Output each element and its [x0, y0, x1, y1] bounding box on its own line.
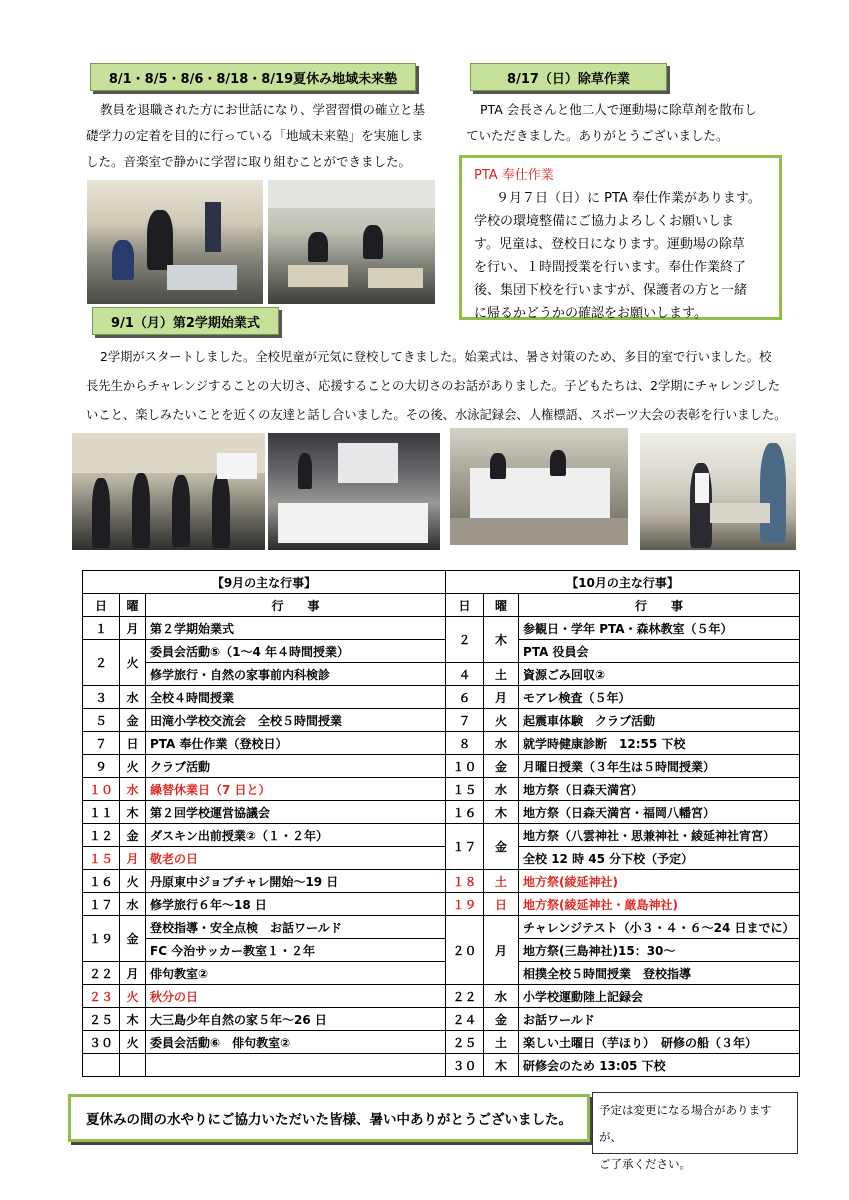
oct-event-13-0: お話ワールド [519, 1008, 800, 1031]
oct-weekday-13: 金 [484, 1008, 519, 1031]
sep-day-6: １０ [83, 778, 120, 801]
sep-day-2: ３ [83, 686, 120, 709]
oct-event-7-0: 地方祭（日森天満宮・福岡八幡宮） [519, 801, 800, 824]
sep-event-7-0: 第２回学校運営協議会 [146, 801, 446, 824]
sep-event-15-0: 大三島少年自然の家５年～26 日 [146, 1008, 446, 1031]
sep-weekday-5: 火 [120, 755, 146, 778]
sep-day-11: １７ [83, 893, 120, 916]
sep-day-4: ７ [83, 732, 120, 755]
oct-weekday-5: 金 [484, 755, 519, 778]
oct-event-14-0: 楽しい土曜日（芋ほり） 研修の船（３年） [519, 1031, 800, 1054]
sep-event-12-0: 登校指導・安全点検 お話ワールド [146, 916, 446, 939]
oct-weekday-11: 月 [484, 916, 519, 985]
oct-day-5: １０ [446, 755, 484, 778]
pta-line-2: 学校の環境整備にご協力よろしくお願いしま [474, 214, 735, 229]
sep-event-11-0: 修学旅行６年～18 日 [146, 893, 446, 916]
sep-weekday-3: 金 [120, 709, 146, 732]
oct-event-8-0: 地方祭（八雲神社・思兼神社・綾延神社宵宮） [519, 824, 800, 847]
oct-day-3: ７ [446, 709, 484, 732]
oct-day-6: １５ [446, 778, 484, 801]
thanks-banner: 夏休みの間の水やりにご協力いただいた皆様、暑い中ありがとうございました。 [68, 1094, 590, 1142]
sep-event-3-0: 田滝小学校交流会 全校５時間授業 [146, 709, 446, 732]
weeding-text: PTA 会長さんと他二人で運動場に除草剤を散布し ていただきました。ありがとうございました。 [466, 102, 757, 143]
sep-day-13: ２２ [83, 962, 120, 985]
oct-event-2-0: モアレ検査（５年） [519, 686, 800, 709]
oct-event-0-0: 参観日・学年 PTA・森林教室（５年） [519, 617, 800, 640]
pta-notice-box [459, 155, 782, 320]
schedule-table [82, 570, 800, 1077]
oct-weekday-15: 木 [484, 1054, 519, 1077]
sep-event-0-0: 第２学期始業式 [146, 617, 446, 640]
sep-col-event: 行 事 [146, 594, 446, 617]
oct-day-8: １７ [446, 824, 484, 870]
oct-event-9-0: 地方祭(綾延神社) [519, 870, 800, 893]
sep-day-15: ２５ [83, 1008, 120, 1031]
ceremony-photo-4 [640, 433, 796, 550]
oct-day-11: ２０ [446, 916, 484, 985]
oct-weekday-0: 木 [484, 617, 519, 663]
sep-event-1-1: 修学旅行・自然の家事前内科検診 [146, 663, 446, 686]
oct-event-12-0: 小学校運動陸上記録会 [519, 985, 800, 1008]
oct-day-1: ４ [446, 663, 484, 686]
oct-event-5-0: 月曜日授業（３年生は５時間授業） [519, 755, 800, 778]
sep-event-13-0: 俳句教室② [146, 962, 446, 985]
sep-event-10-0: 丹原東中ジョブチャレ開始～19 日 [146, 870, 446, 893]
oct-weekday-9: 土 [484, 870, 519, 893]
oct-day-13: ２４ [446, 1008, 484, 1031]
sep-title: 【9月の主な行事】 [83, 571, 446, 594]
oct-day-0: ２ [446, 617, 484, 663]
sep-event-9-0: 敬老の日 [146, 847, 446, 870]
oct-event-11-2: 相撲全校５時間授業 登校指導 [519, 962, 800, 985]
sep-day-10: １６ [83, 870, 120, 893]
sep-event-4-0: PTA 奉仕作業（登校日） [146, 732, 446, 755]
juku-banner: 8/1・8/5・8/6・8/18・8/19夏休み地域未来塾 [90, 63, 416, 91]
sep-event-2-0: 全校４時間授業 [146, 686, 446, 709]
sep-day-1: ２ [83, 640, 120, 686]
sep-day-14: ２３ [83, 985, 120, 1008]
oct-event-1-0: 資源ごみ回収② [519, 663, 800, 686]
oct-event-11-1: 地方祭(三島神社)15：30～ [519, 939, 800, 962]
oct-day-9: １８ [446, 870, 484, 893]
ceremony-text: 2学期がスタートしました。全校児童が元気に登校してきました。始業式は、暑さ対策のため、多目的室で行いました。校 長先生からチャレンジすることの大切さ、応援することの大切さのお話がありました。子どもたちは、2学期にチャレンジした いこと、楽しみたいことを近くの友達と話し合いました。その後、水泳記録会、人権標語、スポーツ大会の表彰を行いました。 [86, 350, 787, 422]
oct-event-4-0: 就学時健康診断 12:55 下校 [519, 732, 800, 755]
sep-weekday-4: 日 [120, 732, 146, 755]
pta-line-6: に帰るかどうかの確認をお願いします。 [474, 306, 707, 321]
sep-weekday-14: 火 [120, 985, 146, 1008]
oct-weekday-1: 土 [484, 663, 519, 686]
sep-weekday-9: 月 [120, 847, 146, 870]
sep-weekday-7: 木 [120, 801, 146, 824]
pta-line-3: す。児童は、登校日になります。運動場の除草 [474, 237, 745, 252]
oct-event-11-0: チャレンジテスト（小３・４・６～24 日までに） [519, 916, 800, 939]
sep-weekday-16: 火 [120, 1031, 146, 1054]
note-line-1: 予定は変更になる場合がありますが、 [599, 1103, 772, 1144]
oct-day-12: ２２ [446, 985, 484, 1008]
ceremony-banner: 9/1（月）第2学期始業式 [92, 307, 279, 335]
oct-weekday-10: 日 [484, 893, 519, 916]
sep-col-weekday: 曜 [120, 594, 146, 617]
sep-day-9: １５ [83, 847, 120, 870]
oct-title: 【10月の主な行事】 [446, 571, 800, 594]
sep-col-day: 日 [83, 594, 120, 617]
oct-col-event: 行 事 [519, 594, 800, 617]
oct-col-day: 日 [446, 594, 484, 617]
sep-weekday-15: 木 [120, 1008, 146, 1031]
note-line-2: ご了承ください。 [599, 1157, 691, 1171]
oct-day-4: ８ [446, 732, 484, 755]
oct-weekday-3: 火 [484, 709, 519, 732]
sep-event-6-0: 繰替休業日（7 日と） [146, 778, 446, 801]
oct-day-7: １６ [446, 801, 484, 824]
sep-day-5: ９ [83, 755, 120, 778]
weeding-banner: 8/17（日）除草作業 [470, 63, 667, 91]
ceremony-photo-3 [450, 428, 628, 545]
oct-day-15: ３０ [446, 1054, 484, 1077]
sep-day-7: １１ [83, 801, 120, 824]
oct-event-15-0: 研修会のため 13:05 下校 [519, 1054, 800, 1077]
oct-event-6-0: 地方祭（日森天満宮） [519, 778, 800, 801]
sep-weekday-0: 月 [120, 617, 146, 640]
sep-day-8: １２ [83, 824, 120, 847]
oct-weekday-2: 月 [484, 686, 519, 709]
sep-weekday-1: 火 [120, 640, 146, 686]
pta-line-5: 後、集団下校を行いますが、保護者の方と一緒 [474, 283, 748, 298]
oct-weekday-12: 水 [484, 985, 519, 1008]
sep-event-1-0: 委員会活動⑤（1～4 年４時間授業） [146, 640, 446, 663]
oct-weekday-4: 水 [484, 732, 519, 755]
sep-day-3: ５ [83, 709, 120, 732]
oct-weekday-7: 木 [484, 801, 519, 824]
oct-day-10: １９ [446, 893, 484, 916]
schedule-change-note [592, 1092, 798, 1171]
oct-weekday-8: 金 [484, 824, 519, 870]
juku-photo-1 [87, 180, 263, 304]
juku-photo-2 [268, 180, 435, 304]
sep-weekday-12: 金 [120, 916, 146, 962]
sep-weekday-13: 月 [120, 962, 146, 985]
oct-day-2: ６ [446, 686, 484, 709]
sep-weekday-2: 水 [120, 686, 146, 709]
oct-col-weekday: 曜 [484, 594, 519, 617]
sep-weekday-10: 火 [120, 870, 146, 893]
sep-event-16-0: 委員会活動⑥ 俳句教室② [146, 1031, 446, 1054]
sep-day-12: １９ [83, 916, 120, 962]
sep-event-5-0: クラブ活動 [146, 755, 446, 778]
pta-line-1: ９月７日（日）に PTA 奉仕作業があります。 [496, 191, 761, 206]
ceremony-photo-1 [72, 433, 265, 550]
sep-day-16: ３０ [83, 1031, 120, 1054]
juku-text: 教員を退職された方にお世話になり、学習習慣の確立と基 礎学力の定着を目的に行っている「地域未来塾」を実施しま した。音楽室で静かに学習に取り組むことができました。 [86, 102, 426, 169]
oct-event-3-0: 起震車体験 クラブ活動 [519, 709, 800, 732]
sep-weekday-6: 水 [120, 778, 146, 801]
oct-event-10-0: 地方祭(綾延神社・厳島神社) [519, 893, 800, 916]
sep-weekday-8: 金 [120, 824, 146, 847]
sep-event-12-1: FC 今治サッカー教室１・２年 [146, 939, 446, 962]
pta-line-4: を行い、１時間授業を行います。奉仕作業終了 [474, 260, 746, 275]
sep-event-8-0: ダスキン出前授業②（１・２年） [146, 824, 446, 847]
sep-weekday-11: 水 [120, 893, 146, 916]
ceremony-photo-2 [268, 433, 440, 550]
sep-day-0: １ [83, 617, 120, 640]
oct-weekday-6: 水 [484, 778, 519, 801]
pta-notice-title: PTA 奉仕作業 [474, 168, 554, 183]
oct-event-8-1: 全校 12 時 45 分下校（予定） [519, 847, 800, 870]
sep-event-14-0: 秋分の日 [146, 985, 446, 1008]
oct-weekday-14: 土 [484, 1031, 519, 1054]
oct-day-14: ２５ [446, 1031, 484, 1054]
oct-event-0-1: PTA 役員会 [519, 640, 800, 663]
